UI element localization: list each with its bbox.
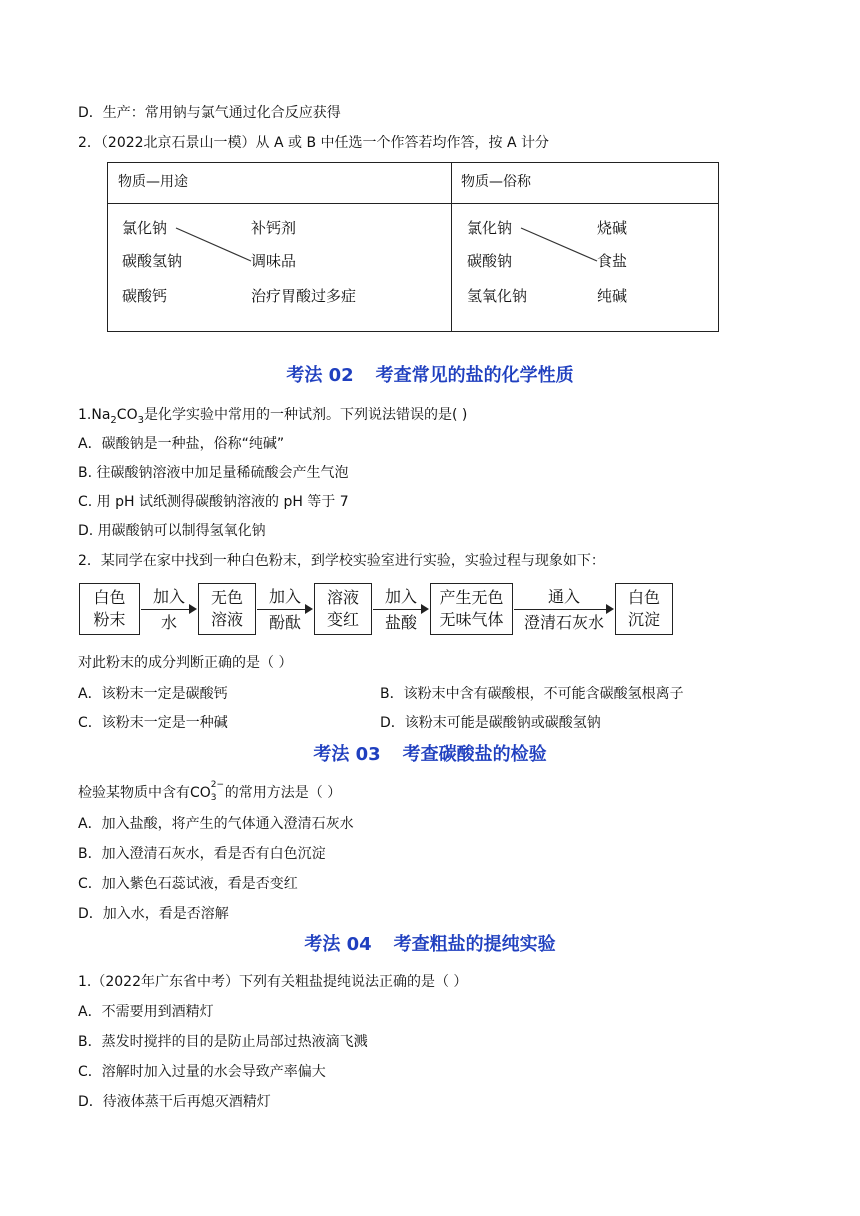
flow-box-text: 产生无色 xyxy=(439,588,504,607)
flow-label-text: 水 xyxy=(160,613,177,632)
q1-text: CO xyxy=(116,407,138,423)
flow-label-text: 加入 xyxy=(152,587,185,606)
a-left-item: 碳酸钙 xyxy=(122,287,168,305)
flow-box-text: 变红 xyxy=(326,610,359,629)
matching-table xyxy=(107,162,719,332)
b-right-item: 纯碱 xyxy=(597,287,628,305)
heading-text: 考查常见的盐的化学性质 xyxy=(375,365,574,386)
flow-label-text: 盐酸 xyxy=(384,613,417,632)
connector-line-b xyxy=(521,228,597,261)
s03-option-d: D．加入水，看是否溶解 xyxy=(78,906,229,922)
s04-option-c: C．溶解时加入过量的水会导致产率偏大 xyxy=(78,1064,326,1080)
s02-option-a: A．碳酸钠是一种盐，俗称“纯碱” xyxy=(78,436,285,452)
flow-box-text: 沉淀 xyxy=(627,610,660,629)
b-left-item: 氯化钠 xyxy=(467,219,513,237)
heading-number: 考法 02 xyxy=(286,365,354,386)
flow-box-text: 白色 xyxy=(627,588,660,607)
heading-number: 考法 03 xyxy=(313,744,381,765)
b-right-item: 烧碱 xyxy=(597,219,628,237)
connector-line-a xyxy=(176,228,251,261)
flow-label-3b xyxy=(372,612,430,634)
b-left-item: 碳酸钠 xyxy=(467,252,513,270)
s02-option-d: D. 用碳酸钠可以制得氢氧化钠 xyxy=(78,523,266,539)
flow-label-2b xyxy=(256,612,314,634)
connector-lines xyxy=(108,163,720,333)
section-heading-04 xyxy=(0,933,860,957)
section-heading-02 xyxy=(0,364,860,388)
s02-q2-option-c: C．该粉末一定是一种碱 xyxy=(78,715,228,731)
s04-option-a: A．不需要用到酒精灯 xyxy=(78,1004,214,1020)
flow-box-powder xyxy=(79,583,140,635)
s02-q2-ask: 对此粉末的成分判断正确的是（ ） xyxy=(78,655,293,671)
flow-label-1b xyxy=(140,612,198,634)
s02-option-c: C. 用 pH 试纸测得碳酸钠溶液的 pH 等于 7 xyxy=(78,494,349,510)
flow-label-text: 加入 xyxy=(268,587,301,606)
a-right-item: 补钙剂 xyxy=(251,219,297,237)
flow-box-precipitate xyxy=(615,583,673,635)
flow-box-text: 粉末 xyxy=(93,610,126,629)
b-right-item: 食盐 xyxy=(597,252,628,270)
flow-label-text: 澄清石灰水 xyxy=(523,613,604,632)
s02-q2-option-b: B．该粉末中含有碳酸根，不可能含碳酸氢根离子 xyxy=(380,686,684,702)
s02-question-1 xyxy=(78,405,467,431)
heading-number: 考法 04 xyxy=(304,934,372,955)
flow-arrow-2 xyxy=(257,609,311,610)
s04-question-1: 1.（2022年广东省中考）下列有关粗盐提纯说法正确的是（ ） xyxy=(78,974,468,990)
heading-text: 考查碳酸盐的检验 xyxy=(402,744,547,765)
s04-option-d: D．待液体蒸干后再熄灭酒精灯 xyxy=(78,1094,271,1110)
flow-box-text: 无色 xyxy=(210,588,243,607)
flow-label-4b xyxy=(513,612,615,634)
heading-text: 考查粗盐的提纯实验 xyxy=(393,934,556,955)
flow-box-text: 溶液 xyxy=(326,588,359,607)
s03-option-c: C．加入紫色石蕊试液，看是否变红 xyxy=(78,876,298,892)
s03-question xyxy=(78,780,342,803)
s04-option-b: B．蒸发时搅拌的目的是防止局部过热液滴飞溅 xyxy=(78,1034,368,1050)
flow-box-text: 溶液 xyxy=(210,610,243,629)
table-header-b: 物质—俗称 xyxy=(461,174,531,190)
a-left-item: 碳酸氢钠 xyxy=(122,252,183,270)
q1-text: 是化学实验中常用的一种试剂。下列说法错误的是( ) xyxy=(143,407,468,423)
flow-box-red xyxy=(314,583,372,635)
table-header-a: 物质—用途 xyxy=(118,174,188,190)
q-superscript: 2− xyxy=(210,780,225,790)
s02-question-2: 2．某同学在家中找到一种白色粉末，到学校实验室进行实验，实验过程与现象如下： xyxy=(78,553,605,569)
q-text: 的常用方法是（ ） xyxy=(224,785,342,801)
q1-subscript: 2 xyxy=(110,414,117,426)
section-heading-03 xyxy=(0,743,860,767)
flow-arrow-3 xyxy=(373,609,427,610)
flow-label-text: 酚酞 xyxy=(268,613,301,632)
s02-option-b: B. 往碳酸钠溶液中加足量稀硫酸会产生气泡 xyxy=(78,465,349,481)
co3-charge xyxy=(210,780,225,803)
b-left-item: 氢氧化钠 xyxy=(467,287,528,305)
flow-arrow-1 xyxy=(141,609,195,610)
flow-label-4 xyxy=(513,586,615,608)
flow-box-text: 无味气体 xyxy=(439,610,504,629)
s02-q2-option-d: D．该粉末可能是碳酸钠或碳酸氢钠 xyxy=(380,715,601,731)
question-2-text: 2．（2022北京石景山一模）从 A 或 B 中任选一个作答若均作答，按 A 计分 xyxy=(78,135,549,151)
q1-subscript: 3 xyxy=(137,414,144,426)
q-subscript: 3 xyxy=(210,793,217,803)
flow-box-solution xyxy=(198,583,256,635)
flow-box-text: 白色 xyxy=(93,588,126,607)
s02-q2-option-a: A．该粉末一定是碳酸钙 xyxy=(78,686,228,702)
a-right-item: 治疗胃酸过多症 xyxy=(251,287,357,305)
q1-text: 1.Na xyxy=(78,407,111,423)
a-left-item: 氯化钠 xyxy=(122,219,168,237)
flow-label-text: 加入 xyxy=(384,587,417,606)
option-d-line: D．生产：常用钠与氯气通过化合反应获得 xyxy=(78,105,341,121)
q-text: 检验某物质中含有CO xyxy=(78,785,211,801)
flow-arrow-4 xyxy=(514,609,612,610)
a-right-item: 调味品 xyxy=(251,252,297,270)
s03-option-b: B．加入澄清石灰水，看是否有白色沉淀 xyxy=(78,846,326,862)
flow-box-gas xyxy=(430,583,513,635)
s03-option-a: A．加入盐酸，将产生的气体通入澄清石灰水 xyxy=(78,816,354,832)
flow-label-text: 通入 xyxy=(547,587,580,606)
